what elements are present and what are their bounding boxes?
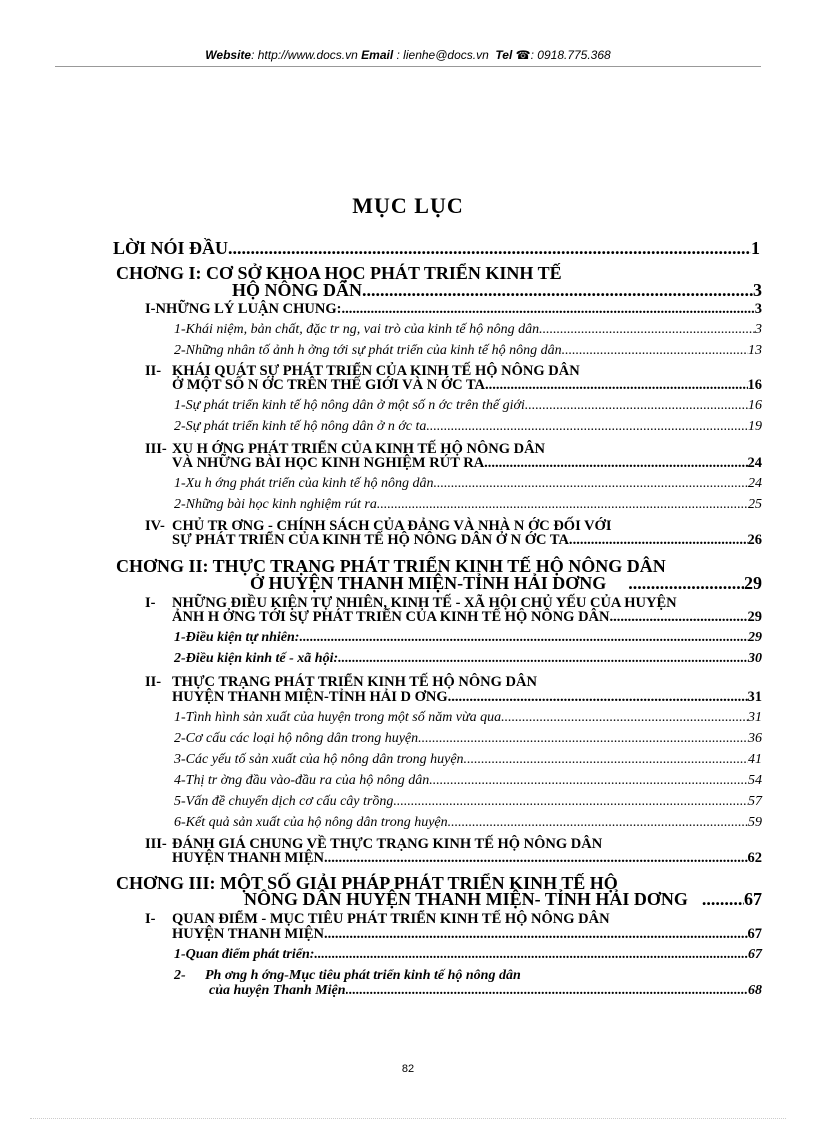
- toc-item-1-2-2: 2- Sự phát triển kinh tế hộ nông dân ở n ớc ta. ..... 19: [174, 419, 762, 435]
- toc-item-2-2-6: 6- Kết quả sản xuất của hộ nông dân trong huyện. ..... 59: [174, 815, 762, 831]
- toc-chapter-3-title: CHƠNG III: MỘT SỐ GIẢI PHÁP PHÁT TRIỂN KINH TẾ HỘ: [116, 873, 618, 893]
- toc-section-3-1-title: I- QUAN ĐIỂM - MỤC TIÊU PHÁT TRIỂN KINH TẾ HỘ NÔNG DÂN: [145, 911, 610, 927]
- toc-item-3-1-1: 1- Quan điểm phát triển: ..... 67: [174, 947, 762, 963]
- toc-item-2-2-2: 2- Cơ cấu các loại hộ nông dân trong huyện. ..... 36: [174, 731, 762, 747]
- toc-item-2-2-1: 1- Tình hình sản xuất của huyện trong một số năm vừa qua. ..... 31: [174, 710, 762, 726]
- email-label: Email: [361, 48, 394, 62]
- tel-label: Tel: [495, 48, 513, 62]
- toc-item-3-1-2: của huyện Thanh Miện ..... 68: [209, 983, 762, 999]
- toc-section-1-1: I- NHỮNG LÝ LUẬN CHUNG: ..... 3: [145, 301, 762, 318]
- toc-entry-preface: LỜI NÓI ĐẦU ..... 1: [113, 238, 760, 259]
- toc-item-2-2-4: 4- Thị tr ờng đầu vào-đầu ra của hộ nông dân. ..... 54: [174, 773, 762, 789]
- toc-chapter-2: Ở HUYỆN THANH MIỆN-TỈNH HẢI DƠNG ..... 29: [250, 573, 762, 594]
- website-value: : http://www.docs.vn: [251, 48, 358, 62]
- toc-item-2-2-5: 5- Vấn đề chuyển dịch cơ cấu cây trồng. ..... 57: [174, 794, 762, 810]
- toc-item-2-1-2: 2- Điều kiện kinh tế - xã hội: ..... 30: [174, 651, 762, 667]
- tel-value: : 0918.775.368: [530, 48, 611, 62]
- website-label: Website: [205, 48, 252, 62]
- toc-section-2-2: HUYỆN THANH MIỆN-TỈNH HẢI D ƠNG ..... 31: [172, 689, 762, 706]
- toc-chapter-1-title: CHƠNG I: CƠ SỞ KHOA HỌC PHÁT TRIỂN KINH TẾ: [116, 263, 562, 283]
- phone-icon: ☎: [515, 48, 531, 62]
- toc-section-2-2-title: II- THỰC TRẠNG PHÁT TRIỂN KINH TẾ HỘ NÔNG DÂN: [145, 674, 537, 690]
- toc-item-1-3-1: 1- Xu h ớng phát triển của kinh tế hộ nông dân. ..... 24: [174, 476, 762, 492]
- page-header: [0, 48, 816, 62]
- header-rule: [55, 66, 761, 67]
- toc-item-1-3-2: 2- Những bài học kinh nghiệm rút ra. ..... 25: [174, 497, 762, 513]
- toc-section-2-1: ẢNH H ỞNG TỚI SỰ PHÁT TRIỂN CỦA KINH TẾ HỘ NÔNG DÂN. ..... 29: [172, 609, 762, 626]
- toc-item-2-2-3: 3- Các yếu tố sản xuất của hộ nông dân trong huyện. ..... 41: [174, 752, 762, 768]
- toc-chapter-3: NÔNG DÂN HUYỆN THANH MIỆN- TỈNH HẢI DƠNG ..... 67: [244, 889, 762, 910]
- page-title: MỤC LỤC: [352, 193, 464, 218]
- toc-section-1-4-title: IV- CHỦ TR ƠNG - CHÍNH SÁCH CỦA ĐẢNG VÀ NHÀ N ỚC ĐỐI VỚI: [145, 518, 612, 534]
- toc-section-1-4: SỰ PHÁT TRIỂN CỦA KINH TẾ HỘ NÔNG DÂN Ở N ỚC TA. ..... 26: [172, 532, 762, 549]
- toc-chapter-1: HỘ NÔNG DÂN ..... 3: [232, 280, 762, 301]
- toc-section-2-3: HUYỆN THANH MIỆN. ..... 62: [172, 850, 762, 867]
- toc-section-2-3-title: III- ĐÁNH GIÁ CHUNG VỀ THỰC TRẠNG KINH TẾ HỘ NÔNG DÂN: [145, 836, 603, 852]
- toc-section-1-2: Ở MỘT SỐ N ỚC TRÊN THẾ GIỚI VÀ N ỚC TA. ..... 16: [172, 377, 762, 394]
- toc-chapter-2-title: CHƠNG II: THỰC TRẠNG PHÁT TRIỂN KINH TẾ HỘ NÔNG DÂN: [116, 556, 666, 576]
- toc-section-1-2-title: II- KHÁI QUÁT SỰ PHÁT TRIỂN CỦA KINH TẾ HỘ NÔNG DÂN: [145, 363, 580, 379]
- toc-section-3-1: HUYỆN THANH MIỆN. ..... 67: [172, 926, 762, 943]
- toc-item-1-1-1: 1- Khái niệm, bản chất, đặc tr ng, vai trò của kinh tế hộ nông dân. ..... 3: [174, 322, 762, 338]
- page-number: 82: [401, 1063, 415, 1075]
- email-value: : lienhe@docs.vn: [396, 48, 489, 62]
- toc-item-2-1-1: 1- Điều kiện tự nhiên: ..... 29: [174, 630, 762, 646]
- toc-item-1-1-2: 2- Những nhân tố ảnh h ởng tới sự phát triển của kinh tế hộ nông dân. ..... 13: [174, 343, 762, 359]
- toc-item-1-2-1: 1- Sự phát triển kinh tế hộ nông dân ở một số n ớc trên thế giới. ..... 16: [174, 398, 762, 414]
- toc-section-1-3-title: III- XU H ỚNG PHÁT TRIỂN CỦA KINH TẾ HỘ NÔNG DÂN: [145, 441, 546, 457]
- toc-item-3-1-2-title: 2- Ph ơng h ớng-Mục tiêu phát triển kinh tế hộ nông dân: [174, 968, 521, 983]
- toc-section-2-1-title: I- NHỮNG ĐIỀU KIỆN TỰ NHIÊN, KINH TẾ - XÃ HỘI CHỦ YẾU CỦA HUYỆN: [145, 595, 677, 611]
- page-bottom-border: [30, 1118, 786, 1119]
- toc-section-1-3: VÀ NHỮNG BÀI HỌC KINH NGHIỆM RÚT RA. ..... 24: [172, 455, 762, 472]
